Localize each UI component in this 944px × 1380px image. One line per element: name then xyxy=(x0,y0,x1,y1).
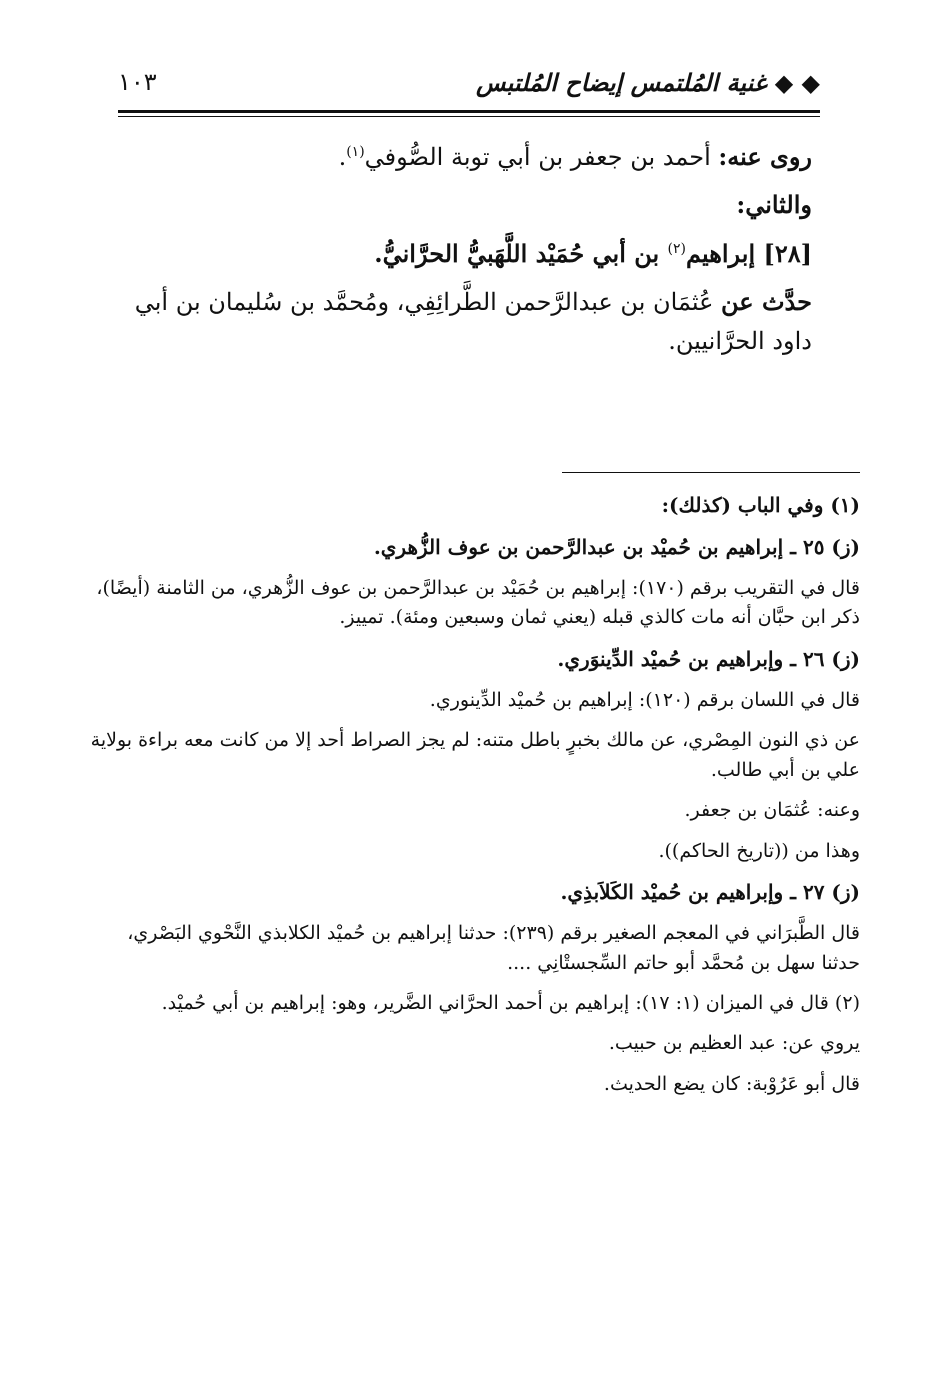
narrators-label: روى عنه: xyxy=(718,142,812,171)
page-number: ١٠٣ xyxy=(118,68,157,96)
header-rule-thick xyxy=(118,110,820,113)
footnote-text: وعنه: عُثمَان بن جعفر. xyxy=(684,799,860,822)
footnote-entry-27: (ز) ٢٧ ـ وإبراهيم بن حُميْد الكَلاَبذِي. xyxy=(560,880,860,905)
footnote-text: قال في اللسان برقم (١٢٠): إبراهيم بن حُميْد الدِّينوري. xyxy=(429,688,860,711)
transmitted-from: حدَّث عن عُثمَان بن عبدالرَّحمن الطَّرائِفِي، ومُحمَّد بن سُليمان بن أبي داود الحرَّانيين. xyxy=(134,287,812,355)
footnote-text: وهذا من ((تاريخ الحاكم)). xyxy=(658,839,860,862)
footnote-text: يروي عن: عبد العظيم بن حبيب. xyxy=(608,1032,860,1055)
footnote-separator xyxy=(562,472,860,473)
transmitted-label: حدَّث عن xyxy=(721,287,812,317)
running-title: ◆ ◆ غنية المُلتمس إيضاح المُلتبس xyxy=(476,68,820,97)
footnote-entry-25: (ز) ٢٥ ـ إبراهيم بن حُميْد بن عبدالرَّحمن بن عوف الزُّهري. xyxy=(373,535,860,559)
footnote-1-heading: (١) وفي الباب (كذلك): xyxy=(661,493,860,517)
second-label: والثاني: xyxy=(736,190,812,220)
narrators-text: أحمد بن جعفر بن أبي توبة الصُّوفي xyxy=(364,143,719,171)
footnote-text: قال أبو عَرُوْبة: كان يضع الحديث. xyxy=(603,1072,860,1095)
entry-title: [٢٨] إبراهيم$^{(٢)}$ بن أبي حُمَيْد اللَّهَبيُّ الحرَّانيُّ. xyxy=(374,238,812,268)
header-rule-thin xyxy=(118,116,820,117)
footnote-entry-26: (ز) ٢٦ ـ وإبراهيم بن حُميْد الدِّينوَري. xyxy=(557,646,860,671)
page-header xyxy=(118,62,820,106)
footnote-text: قال في التقريب برقم (١٧٠): إبراهيم بن حُمَيْد بن عبدالرَّحمن بن عوف الزُّهري، من الثامنة (أيضًا)، ذكر ابن حبَّان أنه مات كالذي قبله (يعني ثمان وسبعين ومئة). تمييز. xyxy=(96,577,860,629)
footnote-ref-2: (٢) xyxy=(667,240,687,257)
footnote-text: قال الطَّبرَاني في المعجم الصغير برقم (٢٣٩): حدثنا إبراهيم بن حُميْد الكلابذي النَّحْوي البَصْري، حدثنا سهل بن مُحمَّد أبو حاتم السِّجستْانِي .... xyxy=(127,922,860,974)
footnotes xyxy=(88,490,860,1110)
footnote-ref-1: (١) xyxy=(346,144,365,160)
footnote-2: (٢) قال في الميزان (١: ١٧): إبراهيم بن أحمد الحرَّاني الضَّرير، وهو: إبراهيم بن أبي حُميْد. xyxy=(161,991,860,1014)
footnote-text: عن ذي النون المِصْري، عن مالك بخبرٍ باطل متنه: لم يجز الصراط أحد إلا من كانت معه براءة بولاية علي بن أبي طالب. xyxy=(90,729,860,781)
narrators-line: روى عنه: أحمد بن جعفر بن أبي توبة الصُّوفي$^{(١)}$. xyxy=(338,142,812,171)
main-text xyxy=(88,138,812,370)
